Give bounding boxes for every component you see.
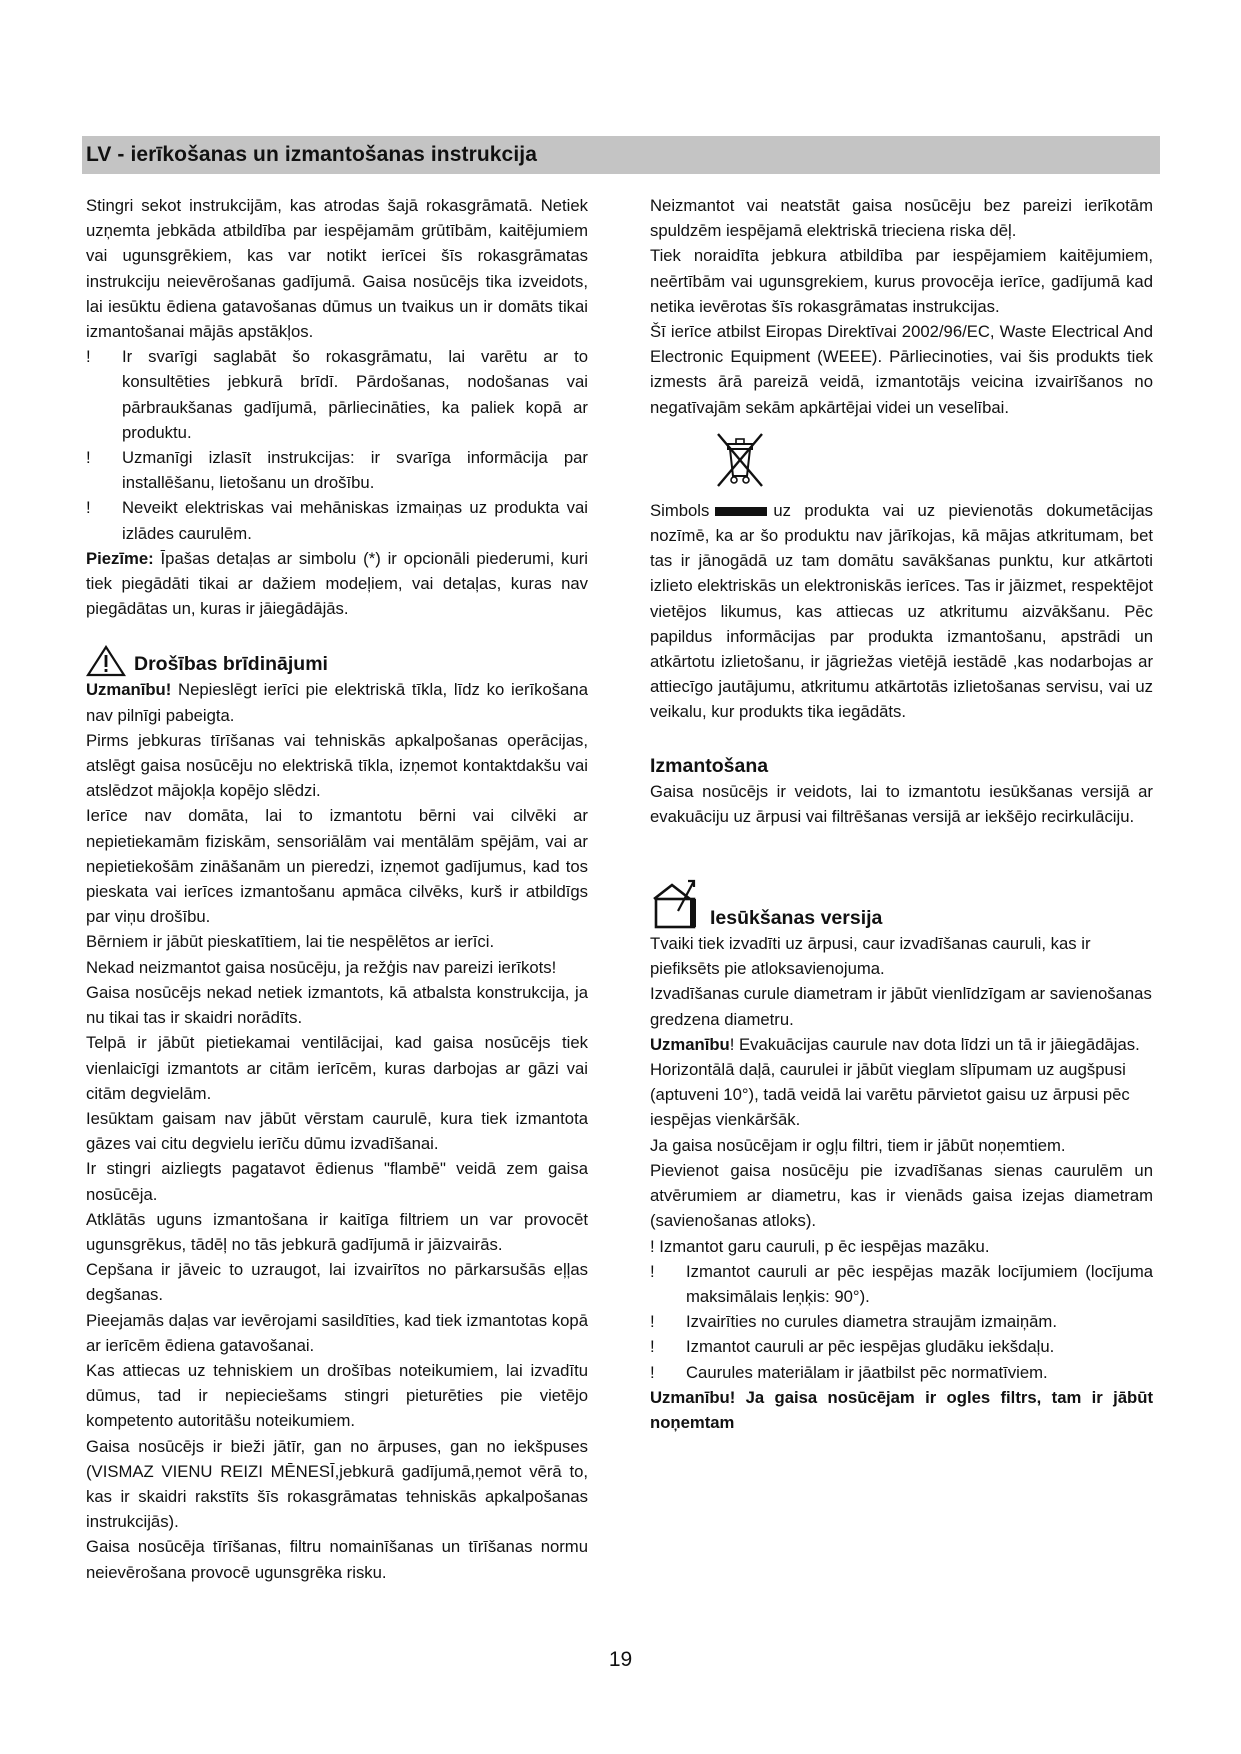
suction-paragraph: Izvadīšanas curule diametram ir jābūt vienlīdzīgam ar savienošanas gredzena diametru. [650, 984, 1152, 1029]
safety-paragraph: Ir stingri aizliegts pagatavot ēdienus "flambē" veidā zem gaisa nosūcēja. [86, 1159, 588, 1204]
list-item [650, 1334, 1153, 1359]
symbol-label: Simbols [650, 500, 710, 520]
list-item: ! Izmantot garu cauruli, p ēc iespējas mazāku. [650, 1236, 990, 1256]
safety-paragraph: Nekad neizmantot gaisa nosūcēju, ja režģis nav pareizi ierīkots! [86, 957, 557, 977]
page-number: 19 [608, 1648, 633, 1671]
list-item [650, 1360, 1153, 1385]
exclamation-icon: ! [650, 1261, 655, 1281]
list-item [86, 344, 588, 445]
list-item-text: Caurules materiālam ir jāatbilst pēc normatīviem. [686, 1362, 1048, 1382]
liability-paragraph: Tiek noraidīta jebkura atbildība par iespējamiem kaitējumiem, neērtībām vai ugunsgrekiem, kurus provocēja ierīce, gadījumā kad netika ievērotas šīs rokasgrāmatas instrukcijas. [650, 246, 1153, 316]
note-paragraph [86, 546, 588, 622]
list-item-text: Ir svarīgi saglabāt šo rokasgrāmatu, lai varētu ar to konsultēties jebkurā brīdī. Pārdošanas, nodošanas vai pārbraukšanas gadījumā, pārliecināties, ka paliek kopā ar produktu. [122, 347, 588, 442]
suction-heading [650, 877, 1153, 931]
suction-paragraph: Tvaiki tiek izvadīti uz ārpusi, caur izvadīšanas cauruli, kas ir piefiksēts pie atloksavienojuma. [650, 934, 1091, 979]
warning-triangle-icon [86, 645, 126, 677]
safety-paragraph: Atklātās uguns izmantošana ir kaitīga filtriem un var provocēt ugunsgrēkus, tādēļ no tās jebkurā gadījumā ir jāizvairās. [86, 1209, 588, 1254]
crossed-bin-icon [712, 430, 768, 490]
safety-paragraph: Cepšana ir jāveic to uzraugot, lai izvairītos no pārkarsušās eļļas degšanas. [86, 1260, 588, 1305]
safety-paragraph: Gaisa nosūcēja tīrīšanas, filtru nomainīšanas un tīrīšanas normu neievērošana provocē ugunsgrēka risku. [86, 1537, 588, 1582]
safety-paragraph: Gaisa nosūcējs nekad netiek izmantots, kā atbalsta konstrukcija, ja nu tikai tas ir skaidri norādīts. [86, 982, 588, 1028]
suction-heading-text: Iesūkšanas versija [710, 907, 883, 930]
safety-paragraph: Gaisa nosūcējs ir bieži jātīr, gan no ārpuses, gan no iekšpuses (VISMAZ VIENU REIZI MĒNESĪ,jebkurā gadījumā,ņemot vērā to, kas ir skaidri rakstīts šīs rokasgrāmatas tehniskās apkalpošanas instrukcijās). [86, 1436, 588, 1532]
list-item-text: Izvairīties no curules diametra straujām izmaiņām. [686, 1312, 1057, 1332]
safety-heading [86, 645, 588, 677]
page-title: LV - ierīkošanas un izmantošanas instrukcija [86, 143, 537, 166]
list-item [650, 1309, 1153, 1334]
suction-paragraph: Ja gaisa nosūcējam ir ogļu filtri, tiem ir jābūt noņemtiem. [650, 1135, 1066, 1155]
weee-paragraph: Šī ierīce atbilst Eiropas Direktīvai 2002/96/EC, Waste Electrical And Electronic Equipment (WEEE). Pārliecinoties, vai šis produkts tiek izmests ārā pareizā veidā, izmantotājs veicina izvairīšanos no negatīvajām sekām apkārtējai videi un veselībai. [650, 322, 1153, 417]
suction-paragraph: Horizontālā daļā, caurulei ir jābūt vieglam slīpumam uz augšpusi (aptuveni 10°), tadā veidā lai varētu pārvietot gaisu uz ārpusi pēc iespējas vienkāršāk. [650, 1060, 1130, 1130]
exclamation-icon: ! [86, 498, 91, 518]
left-column [86, 193, 588, 1585]
usage-heading: Izmantošana [650, 754, 769, 777]
exclamation-icon: ! [650, 1362, 655, 1382]
note-text: Īpašas detaļas ar simbolu (*) ir opcionāli piederumi, kuri tiek piegādāti tikai ar dažiem modeļiem, vai detaļas, kuras nav piegādātas un, kuras ir jāiegādājās. [86, 548, 588, 619]
safety-paragraph: Pieejamās daļas var ievērojami sasildīties, kad tiek izmantotas kopā ar ierīcēm ēdiena gatavošanai. [86, 1310, 588, 1355]
hood-exhaust-icon [650, 877, 702, 931]
black-bar-symbol-icon [715, 507, 767, 516]
safety-paragraph: Iesūktam gaisam nav jābūt vērstam caurulē, kura tiek izmantota gāzes vai citu degvielu ierīču dūmu izvadīšanai. [86, 1108, 588, 1154]
safety-paragraph: Telpā ir jābūt pietiekamai ventilācijai, kad gaisa nosūcējs tiek vienlaicīgi izmantots ar citām ierīcēm, kuras darbojas ar gāzi vai citām degvielām. [86, 1033, 588, 1103]
safety-paragraph: Pirms jebkuras tīrīšanas vai tehniskās apkalpošanas operācijas, atslēgt gaisa nosūcēju no elektriskā tīkla, izņemot kontaktdakšu vai atslēdzot mājokļa kopējo slēdzi. [86, 730, 588, 801]
suction-warning-text: ! Evakuācijas caurule nav dota līdzi un tā ir jāiegādājas. [729, 1034, 1140, 1054]
symbol-text: uz produkta vai uz pievienotās dokumetācijas nozīmē, ka ar šo produktu nav jārīkojas, kā mājas atkritumam, bet tas ir jānogādā uz tam domātu savākšanas punktu, kur atkārtoti izlieto elektriskās un elektroniskās ierīces. Tas ir jāizmet, respektējot vietējos likumus, kas attiecas uz atkritumu aizvākšanu. Pēc papildus informācijas par produkta izmantošanu, apstrādi un atkārtotu izlietošanu, ir jāgriežas vietējā iestādē ,kas nodarbojas ar attiecīgo jautājumu, atkritumu atkārtotās izlietošanas servisu, vai uz veikalu, kur produkts tika iegādāts. [650, 500, 1153, 722]
usage-paragraph: Gaisa nosūcējs ir veidots, lai to izmantotu iesūkšanas versijā ar evakuāciju uz ārpusi vai filtrēšanas versijā ar iekšējo recirkulāciju. [650, 781, 1153, 826]
exclamation-icon: ! [650, 1337, 655, 1357]
safety-paragraph: Bērniem ir jābūt pieskatītiem, lai tie nespēlētos ar ierīci. [86, 932, 495, 952]
warning-text: Nepieslēgt ierīci pie elektriskā tīkla, līdz ko ierīkošana nav pilnīgi pabeigta. [86, 680, 588, 725]
section-header-bar [82, 136, 1160, 174]
symbol-paragraph [650, 498, 1153, 725]
list-item-text: Neveikt elektriskas vai mehāniskas izmaiņas uz produkta vai izlādes caurulēm. [122, 498, 588, 543]
suction-warning-label: Uzmanību [650, 1034, 730, 1054]
note-label: Piezīme: [86, 548, 154, 568]
list-item [86, 495, 588, 545]
list-item-text: Izmantot cauruli ar pēc iespējas gludāku iekšdaļu. [686, 1337, 1055, 1357]
safety-paragraph: Ierīce nav domāta, lai to izmantotu bērni vai cilvēki ar nepietiekamām fiziskām, sensoriālām vai mentālām spējām, vai ar nepietiekošām zināšanām un pieredzi, izņemot gadījumus, kad tos pieskata vai ierīces izmantošanu apmāca cilvēks, kurš ir atbildīgs par viņu drošību. [86, 806, 588, 927]
exclamation-icon: ! [86, 448, 91, 468]
suction-warning [650, 1032, 1153, 1057]
final-warning: Uzmanību! Ja gaisa nosūcējam ir ogles filtrs, tam ir jābūt noņemtam [650, 1387, 1153, 1432]
list-item-text: Izmantot cauruli ar pēc iespējas mazāk locījumiem (locījuma maksimālais leņķis: 90°). [686, 1261, 1153, 1306]
intro-paragraph: Stingri sekot instrukcijām, kas atrodas šajā rokasgrāmatā. Netiek uzņemta jebkāda atbildība par iespējamām grūtībām, kaitējumiem vai ugunsgrēkiem, kas var notikt ierīcei šīs rokasgrāmatas instrukciju neievērošanas gadījumā. Gaisa nosūcējs tika izveidots, lai iesūktu ēdiena gatavošanas dūmus un tvaikus un ir domāts tikai izmantošanai mājās apstākļos. [86, 196, 588, 342]
list-item-text: Uzmanīgi izlasīt instrukcijas: ir svarīga informācija par installēšanu, lietošanu un drošību. [122, 448, 588, 493]
safety-paragraph: Kas attiecas uz tehniskiem un drošības noteikumiem, lai izvadītu dūmus, tad ir nepieciešams stingri pieturēties pie vietējo kompetento autoritāšu noteikumiem. [86, 1360, 588, 1431]
warning-paragraph [86, 677, 588, 727]
exclamation-icon: ! [650, 1312, 655, 1332]
list-item [650, 1259, 1153, 1309]
list-item [86, 445, 588, 495]
safety-heading-text: Drošības brīdinājumi [134, 653, 328, 676]
exclamation-icon: ! [86, 347, 91, 367]
warning-label: Uzmanību! [86, 680, 172, 700]
electric-risk-paragraph: Neizmantot vai neatstāt gaisa nosūcēju bez pareizi ierīkotām spuldzēm iespējamā elektriskā trieciena riska dēļ. [650, 196, 1153, 241]
right-column [650, 193, 1153, 1435]
suction-paragraph: Pievienot gaisa nosūcēju pie izvadīšanas sienas caurulēm un atvērumiem ar diametru, kas ir vienāds gaisa izejas diametram (savienošanas atloks). [650, 1160, 1153, 1231]
